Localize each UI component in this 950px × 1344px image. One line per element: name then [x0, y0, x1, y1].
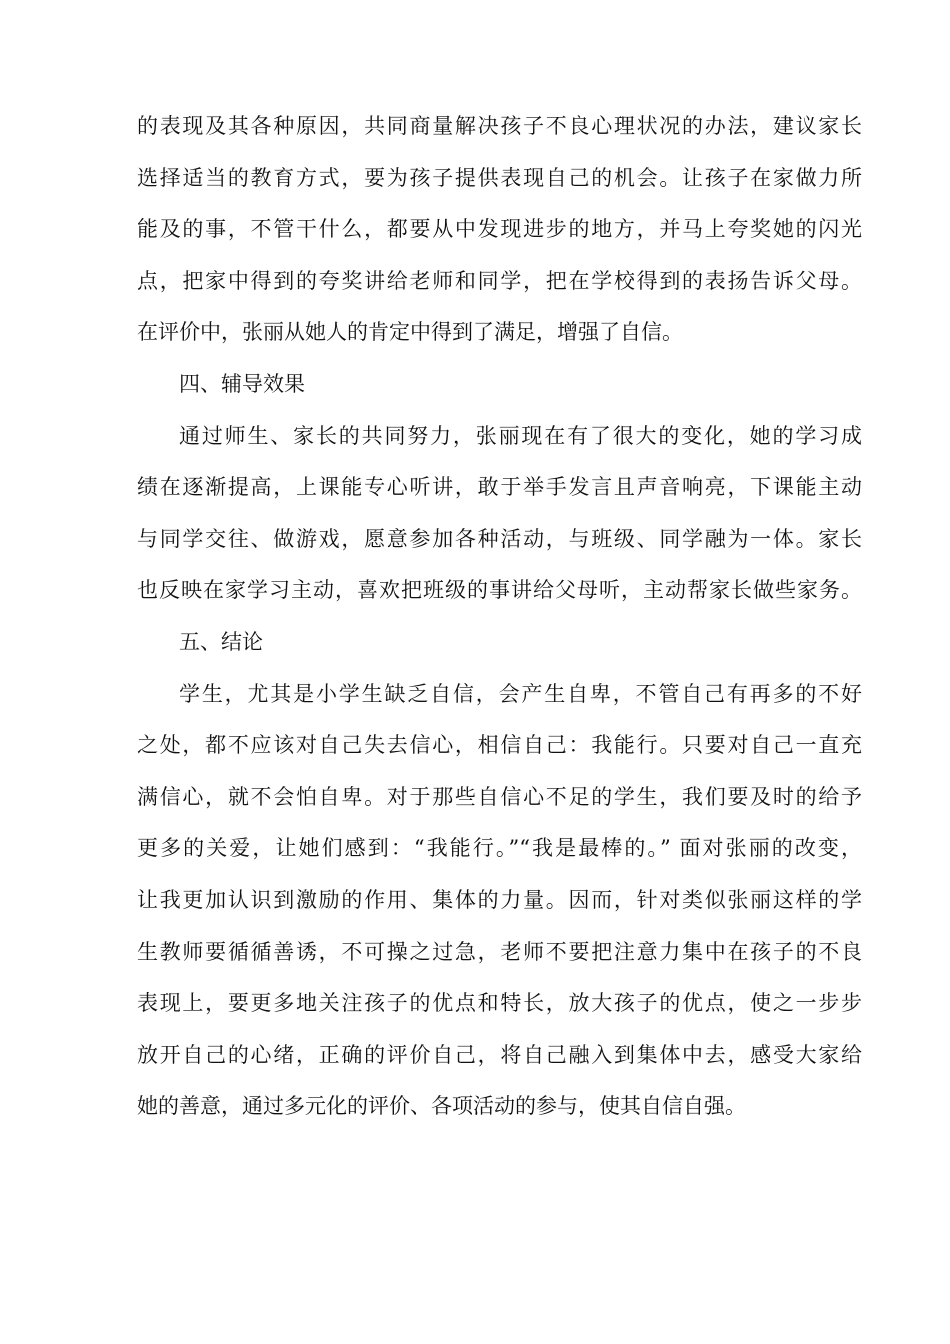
text-line: 满信心，就不会怕自卑。对于那些自信心不足的学生，我们要及时的给予	[137, 784, 862, 809]
body-text	[137, 101, 862, 1133]
text-line: 她的善意，通过多元化的评价、各项活动的参与，使其自信自强。	[137, 1094, 746, 1119]
section-heading-effect: 四、辅导效果	[179, 371, 305, 396]
text-line: 更多的关爱，让她们感到：“我能行。”“我是最棒的。” 面对张丽的改变，	[137, 836, 862, 861]
text-line: 也反映在家学习主动，喜欢把班级的事讲给父母听，主动帮家长做些家务。	[137, 578, 862, 603]
text-line: 选择适当的教育方式，要为孩子提供表现自己的机会。让孩子在家做力所	[137, 165, 862, 190]
text-line: 通过师生、家长的共同努力，张丽现在有了很大的变化，她的学习成	[179, 423, 862, 448]
text-line: 生教师要循循善诱，不可操之过急，老师不要把注意力集中在孩子的不良	[137, 939, 862, 964]
section-heading-conclusion: 五、结论	[179, 629, 263, 654]
text-line: 与同学交往、做游戏，愿意参加各种活动，与班级、同学融为一体。家长	[137, 526, 862, 551]
text-line: 的表现及其各种原因，共同商量解决孩子不良心理状况的办法，建议家长	[137, 114, 862, 138]
text-line: 学生，尤其是小学生缺乏自信，会产生自卑，不管自己有再多的不好	[179, 681, 862, 706]
text-line: 在评价中，张丽从她人的肯定中得到了满足，增强了自信。	[137, 320, 683, 345]
text-line: 表现上，要更多地关注孩子的优点和特长，放大孩子的优点，使之一步步	[137, 991, 862, 1016]
text-line: 之处，都不应该对自己失去信心，相信自己：我能行。只要对自己一直充	[137, 733, 862, 758]
text-line: 让我更加认识到激励的作用、集体的力量。因而，针对类似张丽这样的学	[137, 887, 862, 912]
text-line: 绩在逐渐提高，上课能专心听讲，敢于举手发言且声音响亮，下课能主动	[137, 475, 862, 500]
text-line: 点，把家中得到的夸奖讲给老师和同学，把在学校得到的表扬告诉父母。	[137, 268, 862, 293]
text-line: 放开自己的心绪，正确的评价自己，将自己融入到集体中去，感受大家给	[137, 1042, 862, 1067]
text-line: 能及的事，不管干什么，都要从中发现进步的地方，并马上夸奖她的闪光	[137, 217, 862, 242]
